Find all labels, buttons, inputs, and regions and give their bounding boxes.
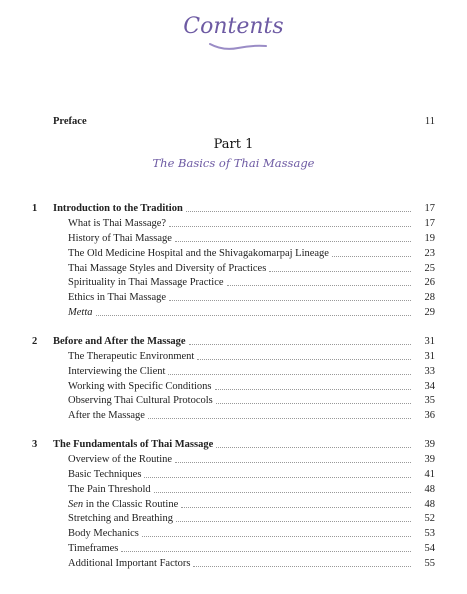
page-number: 23 [424, 248, 435, 259]
leader-dots [169, 226, 411, 227]
toc-entry[interactable] [0, 334, 467, 349]
page-number: 31 [424, 351, 435, 362]
entry-title: Observing Thai Cultural Protocols [68, 395, 213, 406]
toc-subentry[interactable] [0, 511, 467, 526]
toc-entry[interactable] [0, 114, 467, 129]
leader-dots [227, 285, 411, 286]
leader-dots [148, 418, 411, 419]
page-number: 19 [424, 233, 435, 244]
page-number: 55 [424, 558, 435, 569]
page-number: 54 [424, 543, 435, 554]
part-subtitle: The Basics of Thai Massage [152, 156, 315, 170]
leader-dots [269, 271, 411, 272]
toc-subentry[interactable] [0, 275, 467, 290]
leader-dots [142, 536, 411, 537]
toc-subentry[interactable] [0, 541, 467, 556]
entry-title: The Old Medicine Hospital and the Shivagakomarpaj Lineage [68, 248, 329, 259]
page-title: Contents [183, 14, 284, 39]
entry-title: Introduction to the Tradition [53, 203, 183, 214]
page-number: 28 [424, 292, 435, 303]
entry-title: Interviewing the Client [68, 366, 166, 377]
leader-dots [332, 256, 411, 257]
toc-subentry[interactable] [0, 349, 467, 364]
entry-title: Before and After the Massage [53, 336, 186, 347]
toc-subentry[interactable] [0, 246, 467, 261]
entry-title: The Pain Threshold [68, 484, 151, 495]
toc-subentry[interactable] [0, 452, 467, 467]
page-number: 53 [424, 528, 435, 539]
toc-subentry[interactable] [0, 379, 467, 394]
page-number: 25 [424, 263, 435, 274]
entry-title: Basic Techniques [68, 469, 142, 480]
leader-dots [193, 566, 411, 567]
toc-subentry[interactable] [0, 216, 467, 231]
toc-subentry[interactable] [0, 482, 467, 497]
entry-title: What is Thai Massage? [68, 218, 167, 229]
toc-subentry[interactable] [0, 364, 467, 379]
page-number: 17 [424, 203, 435, 214]
leader-dots [175, 462, 411, 463]
page-number: 48 [424, 499, 435, 510]
entry-title: Ethics in Thai Massage [68, 292, 167, 303]
toc-subentry[interactable] [0, 526, 467, 541]
entry-title: Working with Specific Conditions [68, 381, 212, 392]
entry-title: Timeframes [68, 543, 119, 554]
chapter-number: 1 [32, 203, 38, 214]
entry-title: Stretching and Breathing [68, 513, 173, 524]
page-number: 33 [424, 366, 435, 377]
toc-subentry[interactable] [0, 305, 467, 320]
toc-entry[interactable] [0, 437, 467, 452]
toc-subentry[interactable] [0, 556, 467, 571]
entry-title: The Fundamentals of Thai Massage [53, 439, 214, 450]
entry-title: Body Mechanics [68, 528, 139, 539]
page-number: 48 [424, 484, 435, 495]
leader-dots [186, 211, 411, 212]
toc-subentry[interactable] [0, 467, 467, 482]
page-number: 41 [424, 469, 435, 480]
leader-dots [154, 492, 411, 493]
leader-dots [189, 344, 411, 345]
title-ornament [208, 40, 268, 52]
entry-title: Sen in the Classic Routine [68, 499, 179, 510]
page-number: 29 [424, 307, 435, 318]
leader-dots [216, 447, 411, 448]
leader-dots [181, 507, 411, 508]
entry-title: Thai Massage Styles and Diversity of Practices [68, 263, 267, 274]
toc-subentry[interactable] [0, 261, 467, 276]
chapter-number: 2 [32, 336, 38, 347]
page-number: 39 [424, 439, 435, 450]
page-number: 34 [424, 381, 435, 392]
toc-entry[interactable] [0, 201, 467, 216]
entry-title: Overview of the Routine [68, 454, 173, 465]
toc-subentry[interactable] [0, 497, 467, 512]
page-number: 39 [424, 454, 435, 465]
entry-title: After the Massage [68, 410, 145, 421]
toc-subentry[interactable] [0, 393, 467, 408]
page-number: 17 [424, 218, 435, 229]
entry-title: Preface [53, 116, 87, 127]
toc-subentry[interactable] [0, 408, 467, 423]
entry-title: The Therapeutic Environment [68, 351, 195, 362]
leader-dots [168, 374, 411, 375]
entry-title: History of Thai Massage [68, 233, 172, 244]
leader-dots [175, 241, 411, 242]
entry-title: Additional Important Factors [68, 558, 191, 569]
page-number: 35 [424, 395, 435, 406]
leader-dots [176, 521, 411, 522]
entry-title: Metta [68, 307, 93, 318]
leader-dots [96, 315, 411, 316]
entry-title: Spirituality in Thai Massage Practice [68, 277, 224, 288]
leader-dots [121, 551, 411, 552]
leader-dots [169, 300, 411, 301]
part-heading: Part 1 [213, 137, 254, 152]
toc-subentry[interactable] [0, 231, 467, 246]
leader-dots [215, 389, 411, 390]
chapter-number: 3 [32, 439, 38, 450]
page-number: 31 [424, 336, 435, 347]
leader-dots [197, 359, 411, 360]
page-number: 36 [424, 410, 435, 421]
page-number: 11 [424, 116, 435, 127]
leader-dots [216, 403, 411, 404]
page-number: 52 [424, 513, 435, 524]
leader-dots [144, 477, 411, 478]
page-number: 26 [424, 277, 435, 288]
toc-subentry[interactable] [0, 290, 467, 305]
